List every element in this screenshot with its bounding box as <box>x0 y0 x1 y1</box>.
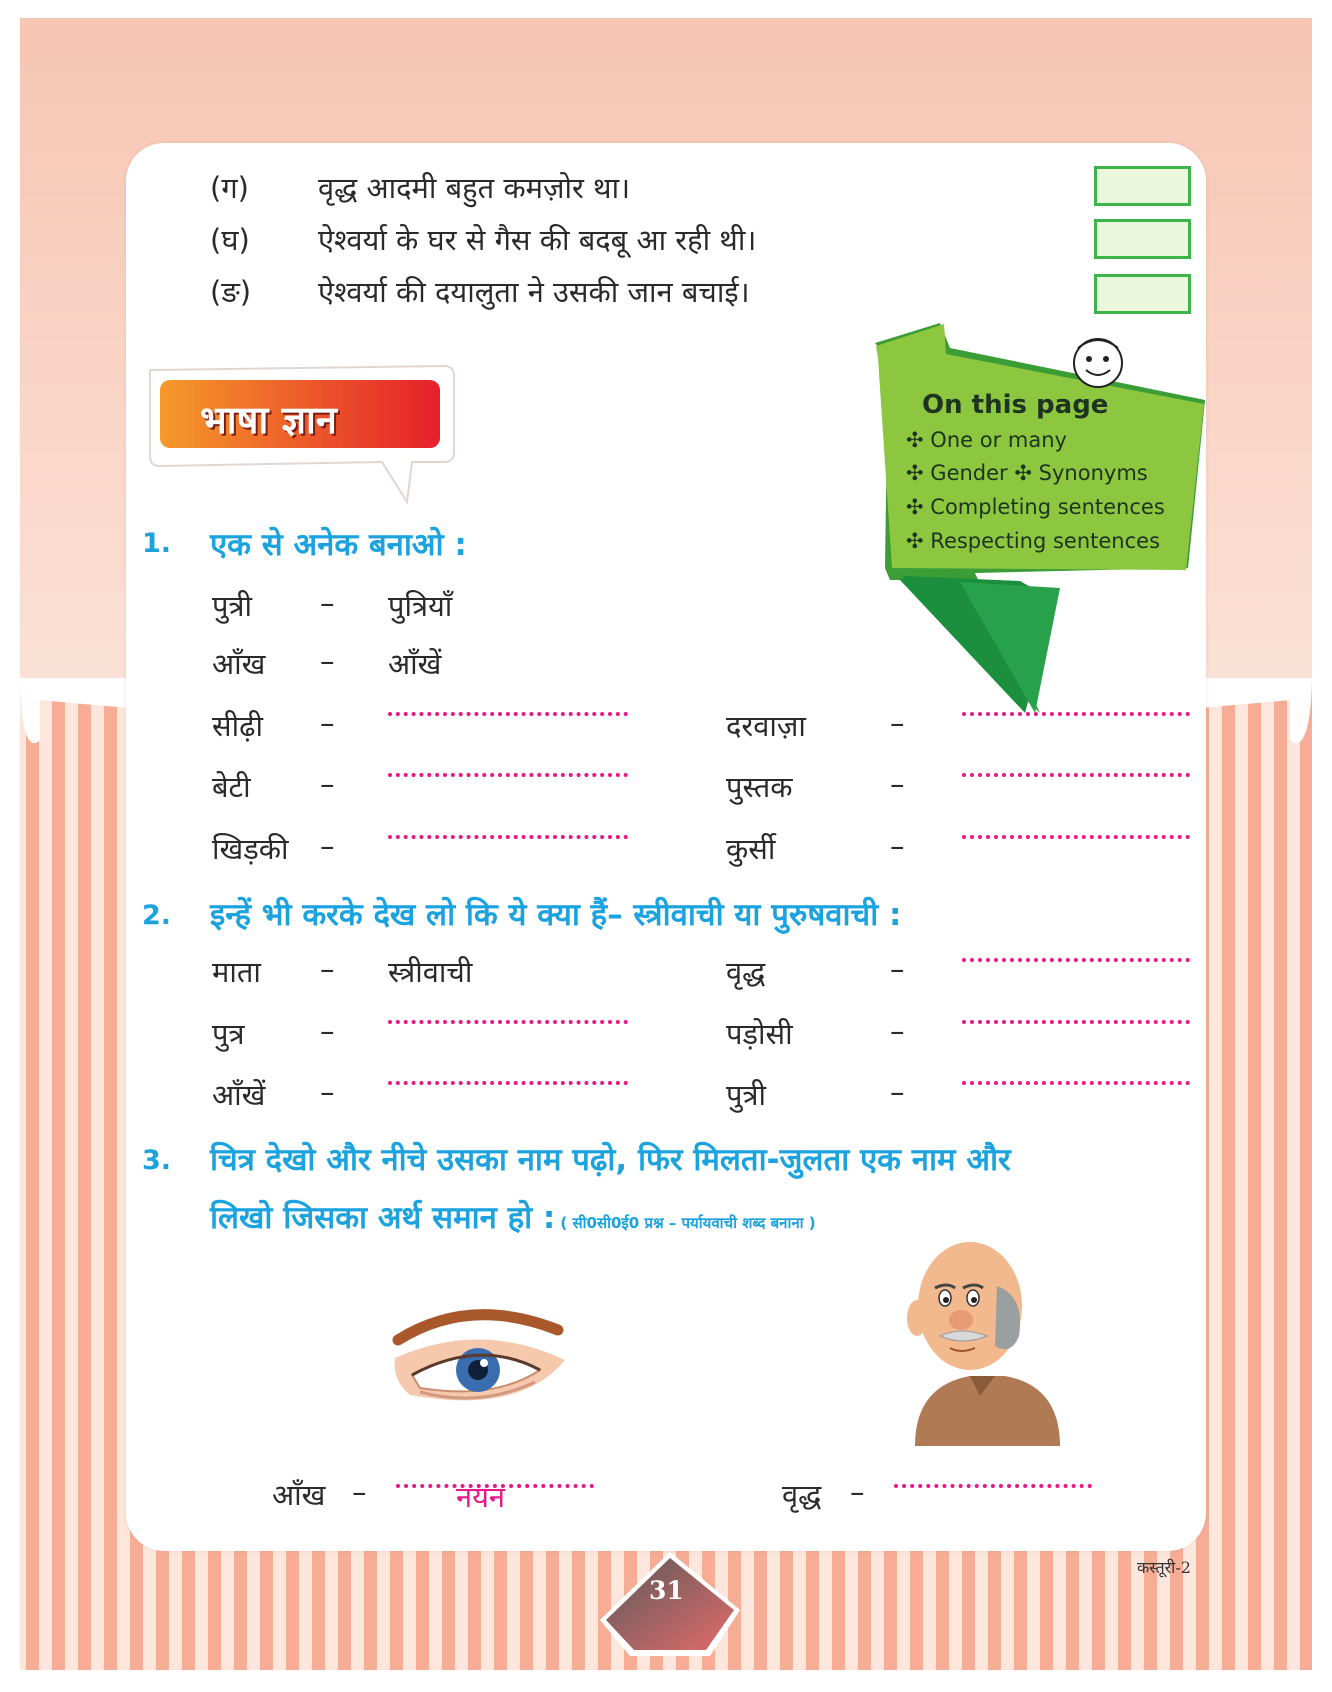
dash: – <box>320 829 335 863</box>
q2-title: इन्हें भी करके देख लो कि ये क्या हैं– स्त्रीवाची या पुरुषवाची : <box>210 897 902 933</box>
dash: – <box>890 1014 905 1048</box>
on-this-page-item-respecting: ✣ Respecting sentences <box>906 529 1161 553</box>
bullet-icon: ✣ <box>906 495 924 519</box>
q1-example-answer: पुत्रियाँ <box>388 589 453 623</box>
q3-eye-word: आँख <box>272 1478 326 1512</box>
dash: – <box>320 952 335 986</box>
on-this-page-item-one-or-many: ✣ One or many <box>906 428 1067 452</box>
q2-left-word: माता <box>212 955 261 989</box>
answer-box-ga[interactable] <box>1094 166 1191 206</box>
statement-label-gha: (घ) <box>210 223 250 257</box>
q1-left-word: बेटी <box>212 770 251 804</box>
bullet-icon: ✣ <box>906 428 924 452</box>
statement-text-nga: ऐश्वर्या की दयालुता ने उसकी जान बचाई। <box>318 275 750 309</box>
statement-text-gha: ऐश्वर्या के घर से गैस की बदबू आ रही थी। <box>318 223 757 257</box>
q3-line2: लिखो जिसका अर्थ समान हो : <box>210 1200 556 1236</box>
q3-note: ( सी0सी0ई0 प्रश्न – पर्यायवाची शब्द बनाना ) <box>560 1214 816 1232</box>
book-title: कस्तूरी-2 <box>1137 1558 1191 1577</box>
q2-right-word: वृद्ध <box>726 955 766 989</box>
section-title: भाषा ज्ञान <box>200 398 337 442</box>
q1-left-word: सीढ़ी <box>212 709 263 743</box>
answer-blank[interactable] <box>962 1081 1190 1085</box>
q3-eye-answer: नयन <box>456 1480 506 1514</box>
q1-right-word: पुस्तक <box>726 770 793 804</box>
answer-blank[interactable] <box>388 712 628 716</box>
q1-example-word: पुत्री <box>212 589 252 623</box>
dash: – <box>352 1475 367 1509</box>
bullet-icon: ✣ <box>906 529 924 553</box>
answer-blank[interactable] <box>894 1484 1092 1488</box>
q1-example-answer: आँखें <box>388 647 442 681</box>
q1-title: एक से अनेक बनाओ : <box>210 527 467 563</box>
dash: – <box>890 767 905 801</box>
bullet-icon: ✣ <box>1014 461 1032 485</box>
dash: – <box>850 1475 865 1509</box>
statement-text-ga: वृद्ध आदमी बहुत कमज़ोर था। <box>318 171 631 205</box>
q2-number: 2. <box>142 900 172 931</box>
q2-right-word: पुत्री <box>726 1078 766 1112</box>
answer-blank[interactable] <box>962 835 1190 839</box>
on-this-page-item-gender-synonyms: ✣ Gender ✣ Synonyms <box>906 461 1148 485</box>
dash: – <box>320 1014 335 1048</box>
q2-example-answer: स्त्रीवाची <box>388 955 473 989</box>
q1-right-word: दरवाज़ा <box>726 709 806 743</box>
dash: – <box>320 644 335 678</box>
q2-left-word: पुत्र <box>212 1017 245 1051</box>
dash: – <box>320 586 335 620</box>
q1-right-word: कुर्सी <box>726 832 776 866</box>
dash: – <box>890 829 905 863</box>
q1-number: 1. <box>142 528 172 559</box>
answer-blank[interactable] <box>388 773 628 777</box>
dash: – <box>890 706 905 740</box>
eye-picture <box>390 1300 570 1420</box>
dash: – <box>890 1075 905 1109</box>
q2-left-word: आँखें <box>212 1078 266 1112</box>
on-this-page-item-completing: ✣ Completing sentences <box>906 495 1165 519</box>
q3-line2-row <box>210 1196 816 1238</box>
answer-blank[interactable] <box>962 958 1190 962</box>
statement-label-ga: (ग) <box>210 171 249 205</box>
q2-right-word: पड़ोसी <box>726 1017 793 1051</box>
q1-example-word: आँख <box>212 647 266 681</box>
dash: – <box>320 1075 335 1109</box>
q3-oldman-word: वृद्ध <box>782 1478 822 1512</box>
dash: – <box>890 952 905 986</box>
answer-blank[interactable] <box>962 712 1190 716</box>
dash: – <box>320 767 335 801</box>
answer-box-nga[interactable] <box>1094 274 1191 314</box>
q3-line1: चित्र देखो और नीचे उसका नाम पढ़ो, फिर मिलता-जुलता एक नाम और <box>210 1142 1011 1178</box>
statement-label-nga: (ङ) <box>210 275 252 309</box>
bullet-icon: ✣ <box>906 461 924 485</box>
old-man-picture <box>895 1236 1065 1446</box>
answer-blank[interactable] <box>962 773 1190 777</box>
answer-blank[interactable] <box>388 1081 628 1085</box>
on-this-page-title: On this page <box>922 390 1109 420</box>
answer-blank[interactable] <box>388 1020 628 1024</box>
answer-blank[interactable] <box>962 1020 1190 1024</box>
q1-left-word: खिड़की <box>212 832 289 866</box>
answer-box-gha[interactable] <box>1094 219 1191 259</box>
q3-number: 3. <box>142 1145 172 1176</box>
dash: – <box>320 706 335 740</box>
answer-blank[interactable] <box>388 835 628 839</box>
page-number: 31 <box>649 1576 684 1605</box>
